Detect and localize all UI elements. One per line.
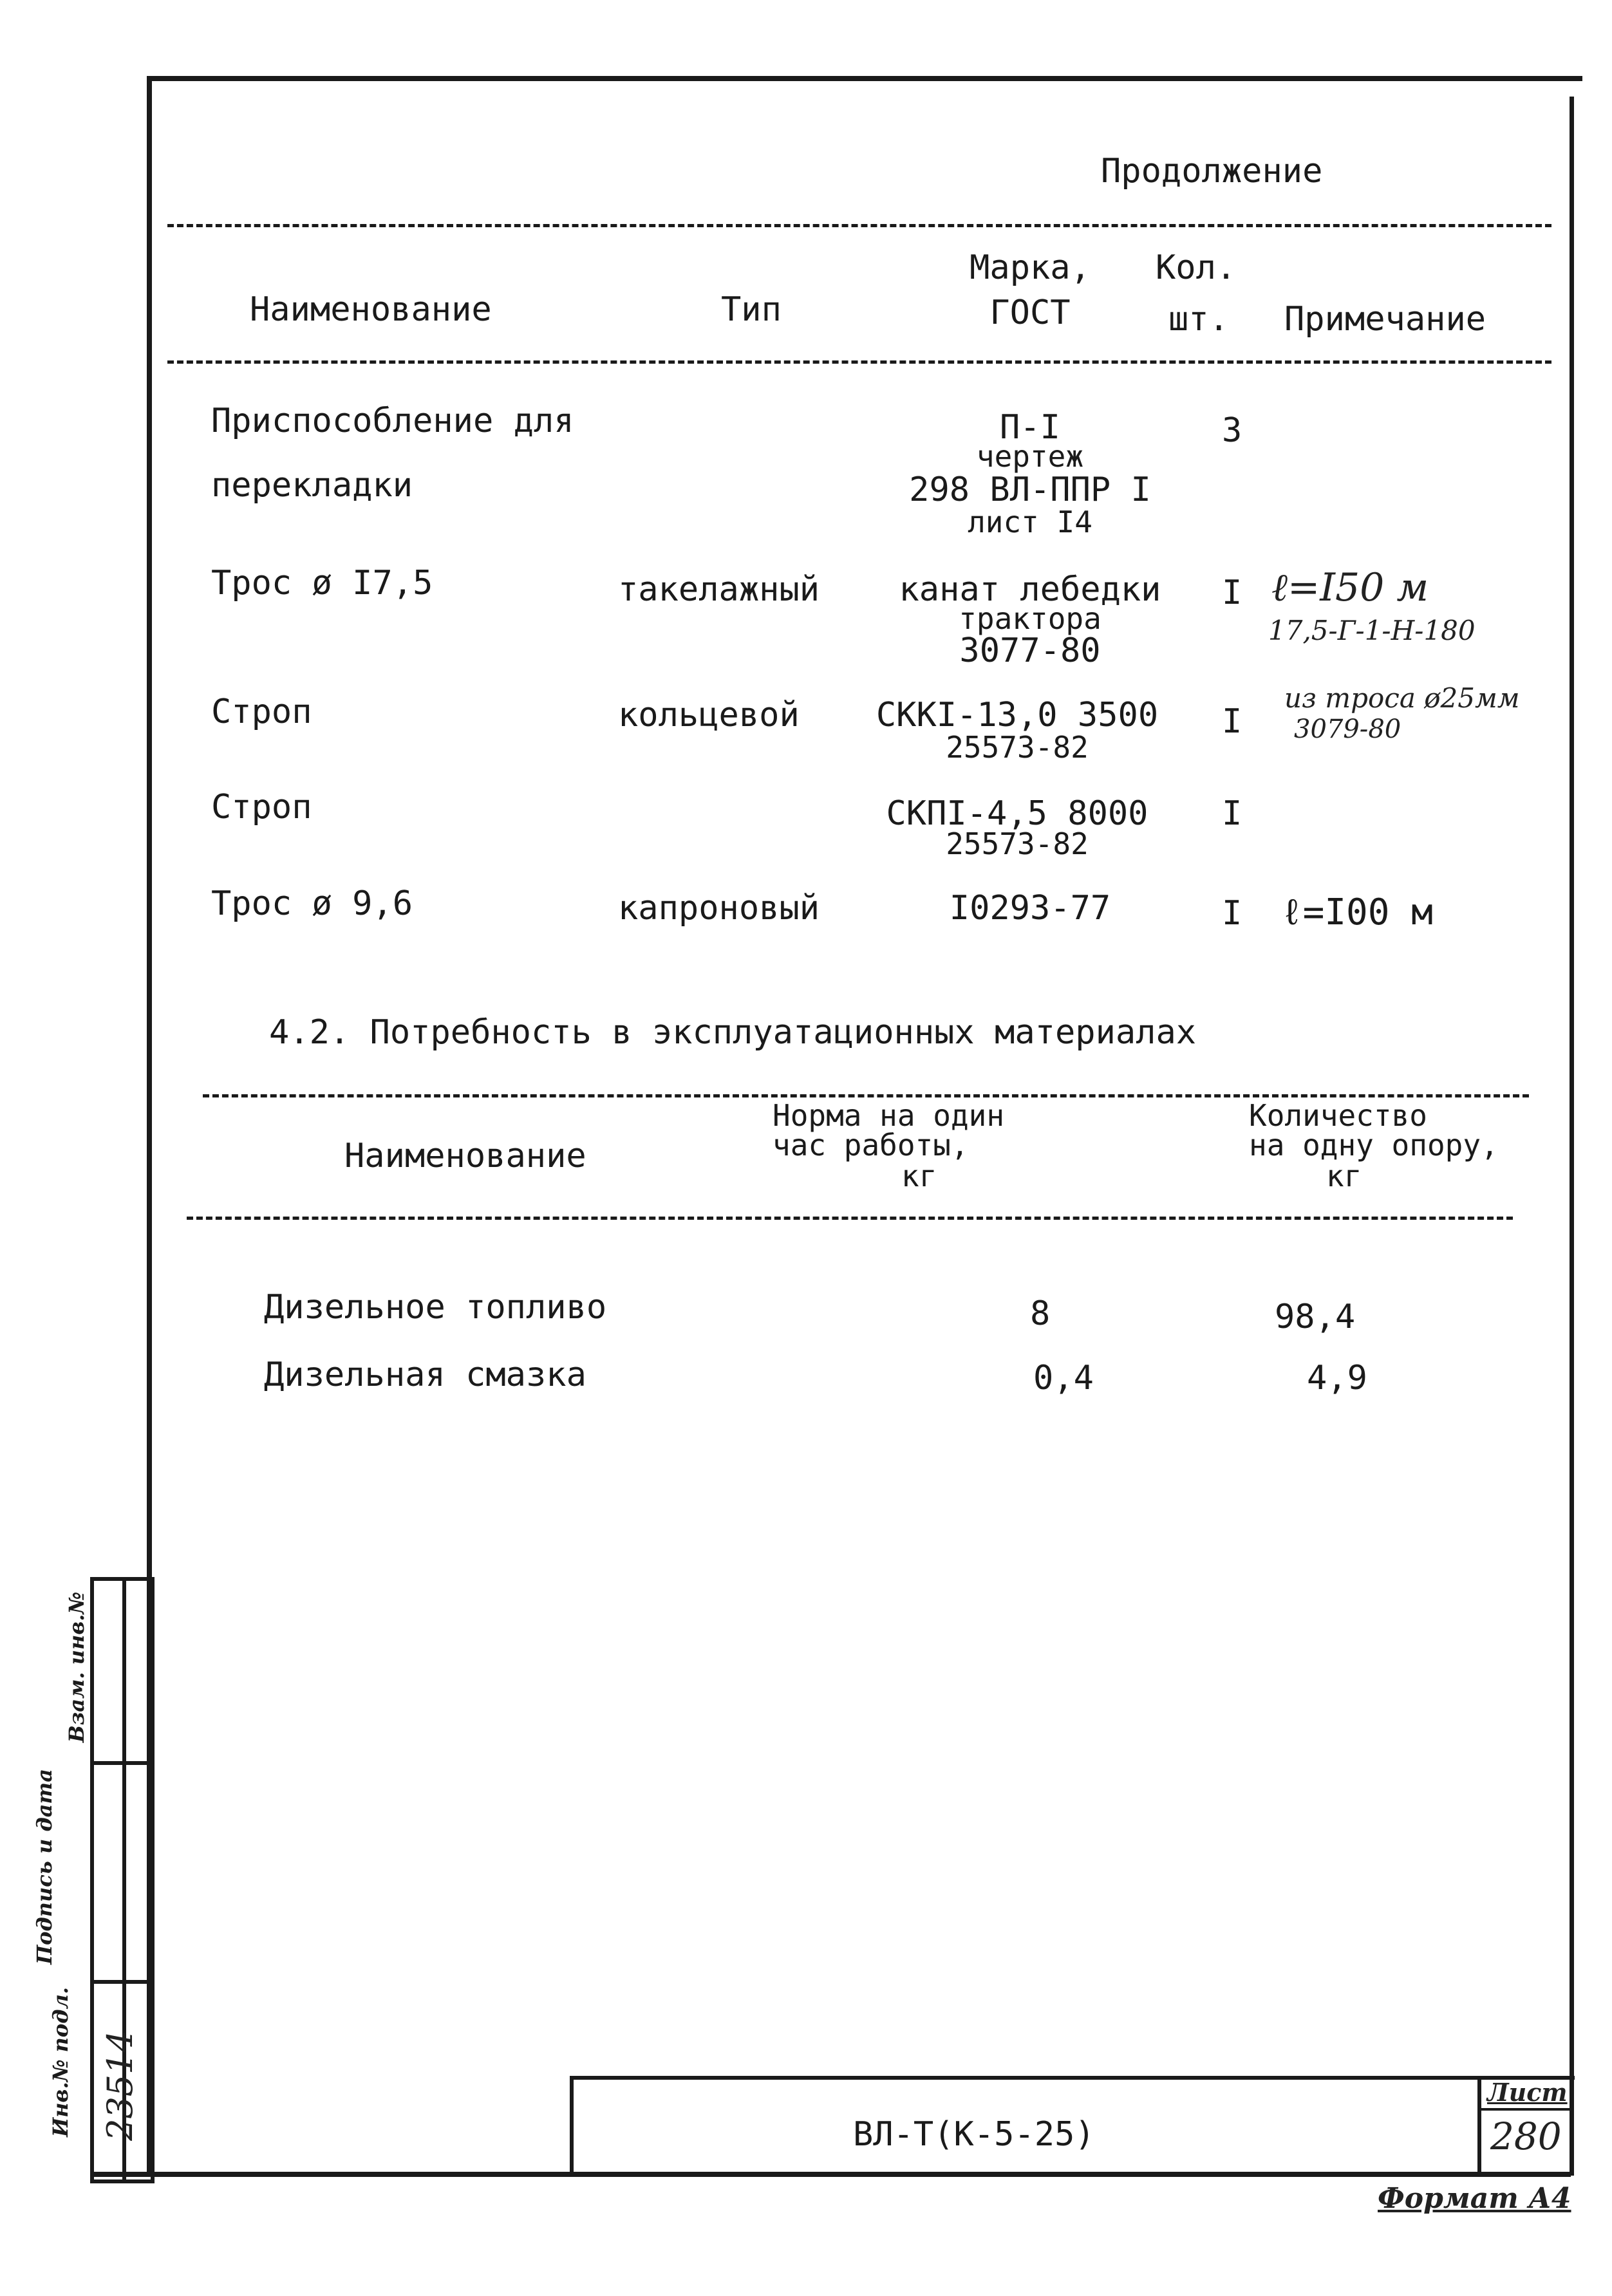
- row1-mark-line3: 298 ВЛ-ППР I: [909, 471, 1151, 509]
- row1-name-line2: перекладки: [211, 466, 413, 505]
- table1-header-note: Примечание: [1284, 300, 1486, 339]
- table2-row2-norm: 0,4: [1033, 1359, 1094, 1397]
- table2-row2-name: Дизельная смазка: [264, 1356, 586, 1394]
- row2-type: такелажный: [618, 570, 820, 609]
- row2-mark-line1: канат лебедки: [899, 570, 1161, 609]
- row5-name: Трос ø 9,6: [211, 884, 413, 923]
- row4-mark-line1: СКПI-4,5 8000: [886, 794, 1148, 833]
- row2-mark-line2: трактора: [959, 601, 1101, 636]
- table2-top-rule: [203, 1094, 1529, 1097]
- row4-name: Строп: [211, 788, 312, 826]
- row1-mark-line1: П-I: [1000, 408, 1060, 447]
- row3-qty: I: [1222, 702, 1242, 741]
- table1-header-rule: [167, 360, 1551, 364]
- table2-row1-name: Дизельное топливо: [264, 1288, 607, 1327]
- table2-header-qty-3: кг: [1326, 1159, 1362, 1193]
- sheet-number: 280: [1490, 2114, 1562, 2158]
- side-stamp-inv-number: 23514: [100, 2030, 140, 2141]
- row3-name: Строп: [211, 693, 312, 731]
- row3-mark-line1: СККI-13,0 3500: [876, 696, 1159, 734]
- table2-header-rule: [187, 1217, 1513, 1220]
- section-title: 4.2. Потребность в эксплуатационных материалах: [269, 1013, 1197, 1052]
- row4-qty: I: [1222, 794, 1242, 833]
- row5-mark-line1: I0293-77: [949, 889, 1111, 928]
- table2-header-name: Наименование: [344, 1137, 586, 1175]
- row1-mark-line4: лист I4: [968, 505, 1092, 539]
- table2-row1-qty: 98,4: [1275, 1298, 1356, 1336]
- table2-header-norm-3: кг: [901, 1159, 937, 1193]
- row1-qty: 3: [1222, 411, 1242, 450]
- row2-qty: I: [1222, 574, 1242, 612]
- format-label: Формат А4: [1378, 2182, 1571, 2215]
- table1-header-name: Наименование: [250, 290, 492, 329]
- row3-mark-line2: 25573-82: [946, 730, 1089, 765]
- table2-header-qty-2: на одну опору,: [1249, 1128, 1499, 1162]
- side-stamp-inv-orig: Инв.№ подл.: [48, 1986, 73, 2137]
- table1-header-type: Тип: [721, 290, 782, 329]
- row1-name-line1: Приспособление для: [211, 402, 574, 440]
- table1-header-qty-1: Кол.: [1156, 248, 1237, 287]
- title-block-divider: [1477, 2076, 1481, 2172]
- table1-top-rule: [167, 224, 1551, 227]
- table1-header-qty-2: шт.: [1168, 300, 1229, 339]
- continuation-label: Продолжение: [1101, 152, 1323, 191]
- row5-note-length: ℓ=I00 м: [1281, 891, 1433, 933]
- row2-note-handwritten: 17,5-Г-1-Н-180: [1268, 615, 1476, 646]
- frame-top-border: [147, 76, 1582, 81]
- row3-note-line1: из троса ø25мм: [1284, 682, 1520, 714]
- side-stamp-signature-date: Подпись и дата: [32, 1768, 57, 1965]
- table1-header-mark-1: Марка,: [970, 248, 1091, 287]
- frame-right-border: [1570, 97, 1574, 2176]
- row4-mark-line2: 25573-82: [946, 826, 1089, 861]
- side-stamp-inv-replace: Взам. инв.№: [64, 1591, 89, 1743]
- row5-qty: I: [1222, 894, 1242, 933]
- row3-type: кольцевой: [618, 696, 800, 734]
- row5-type: капроновый: [618, 889, 820, 928]
- table2-header-norm-2: час работы,: [773, 1128, 969, 1162]
- row3-note-line2: 3079-80: [1294, 714, 1401, 744]
- document-designation: ВЛ-Т(К-5-25): [853, 2115, 1095, 2154]
- table2-row1-norm: 8: [1030, 1294, 1051, 1333]
- table2-row2-qty: 4,9: [1307, 1359, 1367, 1397]
- table2-header-qty-1: Количество: [1249, 1098, 1427, 1133]
- table2-header-norm-1: Норма на один: [773, 1098, 1005, 1133]
- table1-header-mark-2: ГОСТ: [989, 294, 1071, 332]
- row1-mark-line2: чертеж: [976, 439, 1084, 474]
- sheet-label: Лист: [1487, 2078, 1568, 2107]
- title-block-sheet-rule: [1477, 2108, 1571, 2111]
- row2-note-length: ℓ=I50 м: [1271, 565, 1429, 610]
- row2-name: Трос ø I7,5: [211, 564, 433, 602]
- row2-mark-line3: 3077-80: [959, 631, 1101, 670]
